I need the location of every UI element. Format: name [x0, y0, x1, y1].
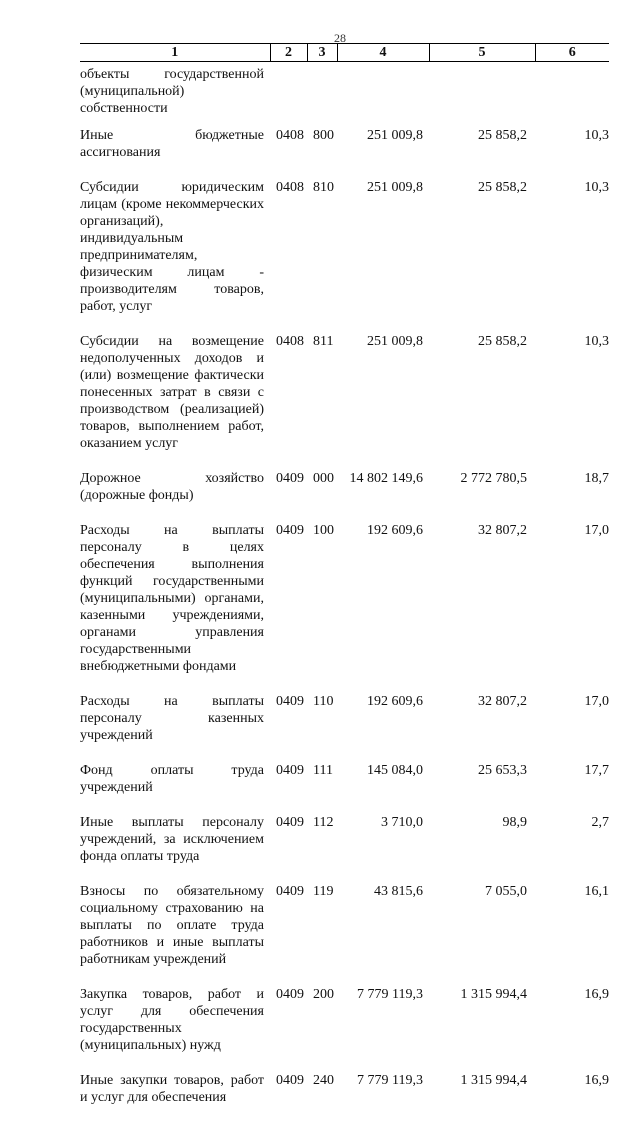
- row-actual-amount: 1 315 994,4: [460, 987, 527, 1002]
- row-expense-type: 811: [313, 334, 334, 349]
- table-row: [80, 693, 609, 762]
- row-percent: 18,7: [584, 471, 609, 486]
- row-plan-amount: 43 815,6: [374, 884, 423, 899]
- table-row: [80, 179, 609, 333]
- row-plan-amount: [337, 62, 429, 128]
- row-actual-amount: [429, 62, 535, 128]
- row-plan-amount: 251 009,8: [367, 180, 423, 195]
- row-percent: 17,7: [584, 763, 609, 778]
- row-section-code: 0409: [276, 471, 304, 486]
- row-plan-amount: 251 009,8: [367, 128, 423, 143]
- row-name: Иные бюджетные ассигнования: [80, 128, 264, 160]
- row-actual-amount: 1 315 994,4: [460, 1073, 527, 1088]
- row-section-code: 0408: [276, 180, 304, 195]
- row-plan-amount: 3 710,0: [381, 815, 423, 830]
- row-plan-amount: 7 779 119,3: [357, 987, 423, 1002]
- row-percent: 10,3: [584, 334, 609, 349]
- row-expense-type: [307, 62, 337, 128]
- row-percent: 17,0: [584, 694, 609, 709]
- row-section-code: 0408: [276, 334, 304, 349]
- row-plan-amount: 251 009,8: [367, 334, 423, 349]
- row-percent: 16,1: [584, 884, 609, 899]
- row-name: Фонд оплаты труда учреждений: [80, 763, 264, 795]
- header-col-1: 1: [80, 44, 270, 62]
- table-row: [80, 762, 609, 814]
- row-section-code: 0408: [276, 128, 304, 143]
- header-col-3: 3: [307, 44, 337, 62]
- header-col-4: 4: [337, 44, 429, 62]
- row-name: Субсидии на возмещение недополученных доходов и (или) возмещение фактически понесенных затрат в связи с производством (реализацией) товаров, выполнением работ, оказанием услуг: [80, 334, 264, 451]
- row-actual-amount: 98,9: [502, 815, 527, 830]
- row-actual-amount: 7 055,0: [485, 884, 527, 899]
- row-section-code: 0409: [276, 987, 304, 1002]
- table-row: [80, 127, 609, 179]
- row-section-code: 0409: [276, 815, 304, 830]
- row-name: Субсидии юридическим лицам (кроме некоммерческих организаций), индивидуальным предпринимателям, физическим лицам - производителям товаров, работ, услуг: [80, 180, 264, 314]
- row-actual-amount: 25 858,2: [478, 180, 527, 195]
- row-percent: 17,0: [584, 523, 609, 538]
- row-section-code: [270, 62, 307, 128]
- row-plan-amount: 145 084,0: [367, 763, 423, 778]
- table-row: [80, 986, 609, 1072]
- table-row: [80, 62, 609, 128]
- row-name: Расходы на выплаты персоналу казенных учреждений: [80, 694, 264, 743]
- row-section-code: 0409: [276, 763, 304, 778]
- table-row: [80, 470, 609, 522]
- row-plan-amount: 14 802 149,6: [349, 471, 423, 486]
- row-expense-type: 000: [313, 471, 334, 486]
- header-col-6: 6: [535, 44, 609, 62]
- row-expense-type: 112: [313, 815, 334, 830]
- row-plan-amount: 192 609,6: [367, 523, 423, 538]
- row-name: Иные выплаты персоналу учреждений, за исключением фонда оплаты труда: [80, 815, 264, 864]
- row-percent: 10,3: [584, 180, 609, 195]
- row-plan-amount: 7 779 119,3: [357, 1073, 423, 1088]
- row-name: Взносы по обязательному социальному страхованию на выплаты по оплате труда работников и иные выплаты работникам учреждений: [80, 884, 264, 967]
- row-actual-amount: 25 858,2: [478, 334, 527, 349]
- header-col-5: 5: [429, 44, 535, 62]
- table-row: [80, 883, 609, 986]
- row-actual-amount: 25 858,2: [478, 128, 527, 143]
- header-row: [80, 44, 609, 62]
- row-expense-type: 810: [313, 180, 334, 195]
- row-name: Закупка товаров, работ и услуг для обеспечения государственных (муниципальных) нужд: [80, 987, 264, 1053]
- row-expense-type: 100: [313, 523, 334, 538]
- row-expense-type: 119: [313, 884, 334, 899]
- row-name: Иные закупки товаров, работ и услуг для обеспечения: [80, 1073, 264, 1105]
- table-row: [80, 333, 609, 470]
- table-row: [80, 814, 609, 883]
- table-row: [80, 522, 609, 693]
- row-actual-amount: 25 653,3: [478, 763, 527, 778]
- row-section-code: 0409: [276, 1073, 304, 1088]
- row-expense-type: 240: [313, 1073, 334, 1088]
- budget-table: [80, 43, 609, 1124]
- row-section-code: 0409: [276, 884, 304, 899]
- row-percent: 2,7: [591, 815, 609, 830]
- page-number: 28: [334, 31, 346, 45]
- row-actual-amount: 2 772 780,5: [460, 471, 527, 486]
- row-plan-amount: 192 609,6: [367, 694, 423, 709]
- row-actual-amount: 32 807,2: [478, 694, 527, 709]
- row-expense-type: 110: [313, 694, 334, 709]
- row-percent: [535, 62, 609, 128]
- row-actual-amount: 32 807,2: [478, 523, 527, 538]
- header-col-2: 2: [270, 44, 307, 62]
- row-expense-type: 200: [313, 987, 334, 1002]
- row-section-code: 0409: [276, 694, 304, 709]
- row-name: Расходы на выплаты персоналу в целях обеспечения выполнения функций государственными (муниципальными) органами, казенными учреждениями, органами управления государственными внебюджетными фондами: [80, 523, 264, 674]
- table-row: [80, 1072, 609, 1124]
- row-name: Дорожное хозяйство (дорожные фонды): [80, 471, 264, 503]
- row-expense-type: 111: [313, 763, 333, 778]
- row-percent: 10,3: [584, 128, 609, 143]
- row-expense-type: 800: [313, 128, 334, 143]
- row-name: объекты государственной (муниципальной) собственности: [80, 67, 264, 116]
- row-section-code: 0409: [276, 523, 304, 538]
- row-percent: 16,9: [584, 1073, 609, 1088]
- row-percent: 16,9: [584, 987, 609, 1002]
